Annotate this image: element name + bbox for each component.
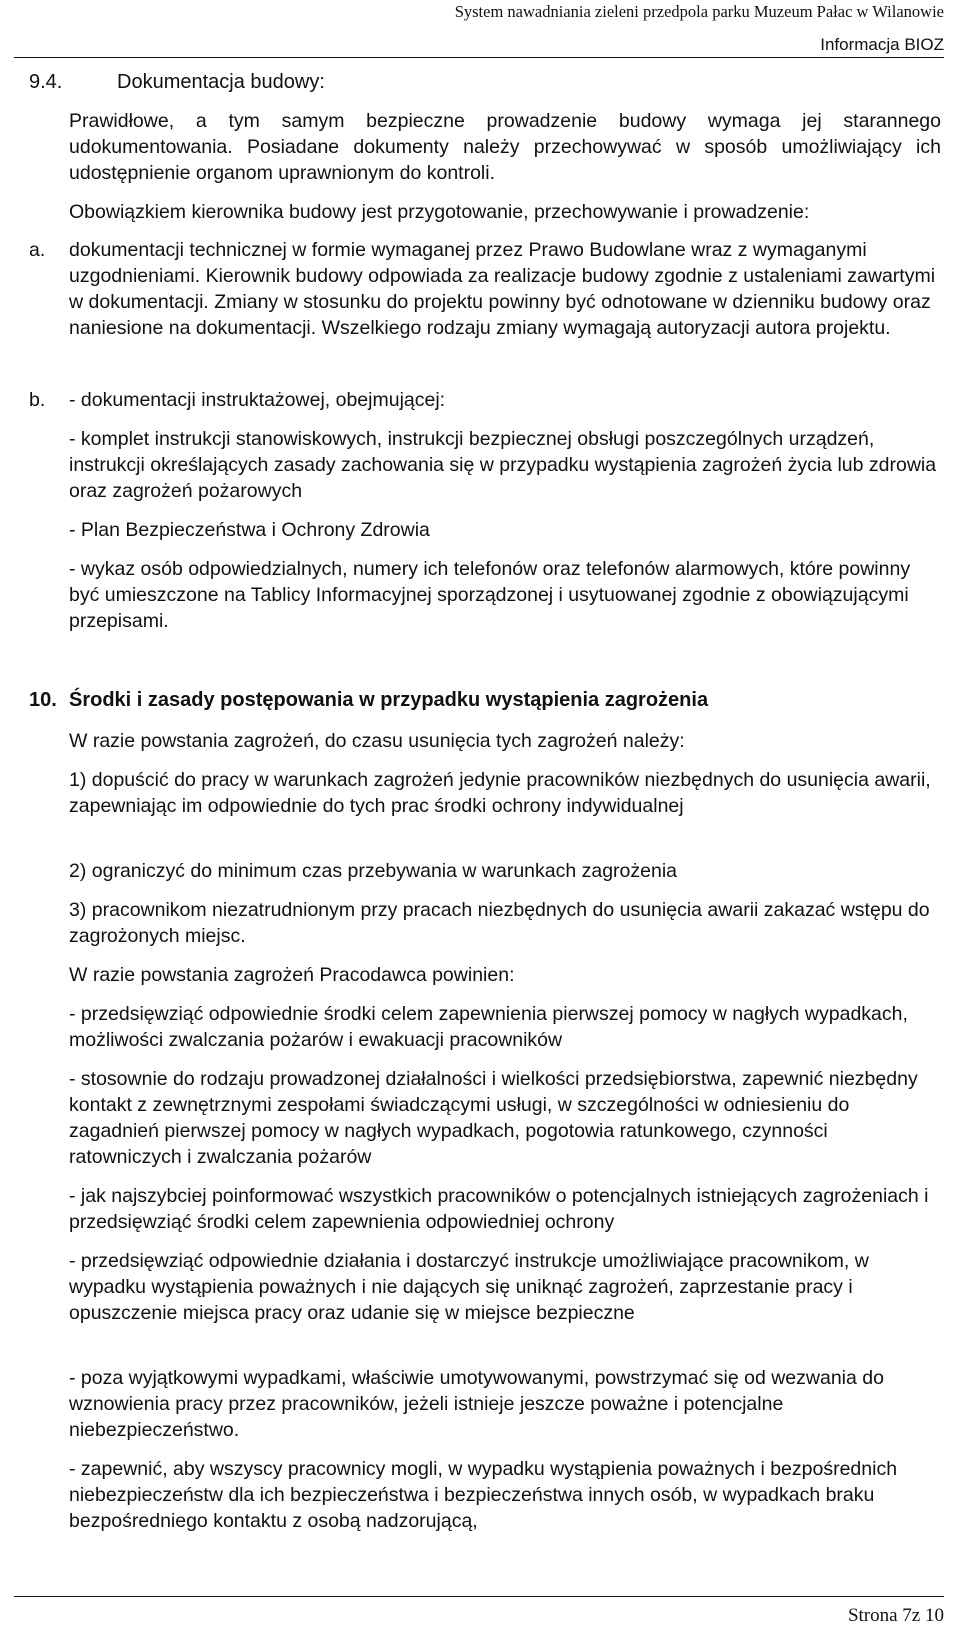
header-rule: [14, 57, 944, 58]
section-9-4-heading: [29, 71, 325, 94]
paragraph-numbered: 3) pracownikom niezatrudnionym przy pracach niezbędnych do usunięcia awarii zakazać wstępu do zagrożonych miejsc.: [69, 899, 930, 947]
section-number: 9.4.: [29, 71, 63, 93]
list-marker: b.: [29, 389, 46, 411]
page-number: Strona 7z 10: [847, 1605, 944, 1626]
paragraph-duty: Obowiązkiem kierownika budowy jest przygotowanie, przechowywanie i prowadzenie:: [69, 201, 810, 223]
list-item-a: [29, 237, 941, 341]
list-marker: a.: [29, 239, 46, 261]
list-item-text: dokumentacji technicznej w formie wymaganej przez Prawo Budowlane wraz z wymaganymi uzgodnieniami. Kierownik budowy odpowiada za realizacje budowy zgodnie z ustaleniami zawartymi w dokumentacji. Zmiany w stosunku do projektu powinny być odnotowane w dzienniku budowy oraz naniesione na dokumentacji. Wszelkiego rodzaju zmiany wymagają autoryzacji autora projektu.: [69, 239, 936, 339]
paragraph-employer-duty: - przedsięwziąć odpowiednie środki celem zapewnienia pierwszej pomocy w nagłych wypadkach, możliwości zwalczania pożarów i ewakuacji pracowników: [69, 1003, 908, 1051]
header-subtitle: Informacja BIOZ: [820, 35, 944, 54]
paragraph-employer-duty: - poza wyjątkowymi wypadkami, właściwie umotywowanymi, powstrzymać się od wezwania do wznowienia pracy przez pracowników, jeżeli istnieje jeszcze poważne i potencjalne niebezpieczeństwo.: [69, 1367, 884, 1441]
paragraph-intro: W razie powstania zagrożeń, do czasu usunięcia tych zagrożeń należy:: [69, 730, 685, 752]
paragraph-numbered: 1) dopuścić do pracy w warunkach zagrożeń jedynie pracowników niezbędnych do usunięcia awarii, zapewniając im odpowiednie do tych prac środki ochrony indywidualnej: [69, 769, 931, 817]
paragraph-b-point: - Plan Bezpieczeństwa i Ochrony Zdrowia: [69, 519, 430, 541]
paragraph-numbered: 2) ograniczyć do minimum czas przebywania w warunkach zagrożenia: [69, 860, 678, 882]
footer-rule: [14, 1596, 944, 1597]
section-title: Środki i zasady postępowania w przypadku wystąpienia zagrożenia: [69, 689, 709, 711]
paragraph-employer-duty: - zapewnić, aby wszyscy pracownicy mogli, w wypadku wystąpienia poważnych i bezpośrednich niebezpieczeństw dla ich bezpieczeństwa i bezpieczeństwa innych osób, w wypadkach braku bezpośredniego kontaktu z osobą nadzorującą,: [69, 1458, 898, 1532]
section-number: 10.: [29, 689, 57, 711]
list-item-text: - dokumentacji instruktażowej, obejmującej:: [69, 389, 446, 411]
paragraph-b-point: - komplet instrukcji stanowiskowych, instrukcji bezpiecznej obsługi poszczególnych urządzeń, instrukcji określających zasady zachowania się w przypadku wystąpienia zagrożeń życia lub zdrowia oraz zagrożeń pożarowych: [69, 428, 937, 502]
list-item-b: [29, 387, 941, 413]
section-10-heading: [29, 689, 708, 712]
section-title: Dokumentacja budowy:: [117, 71, 325, 93]
paragraph-intro: Prawidłowe, a tym samym bezpieczne prowadzenie budowy wymaga jej starannego udokumentowania. Posiadane dokumenty należy przechowywać w sposób umożliwiający ich udostępnienie organom uprawnionym do kontroli.: [69, 110, 941, 184]
paragraph-intro: W razie powstania zagrożeń Pracodawca powinien:: [69, 964, 515, 986]
paragraph-employer-duty: - jak najszybciej poinformować wszystkich pracowników o potencjalnych istniejących zagrożeniach i przedsięwziąć środki celem zapewnienia odpowiedniej ochrony: [69, 1185, 929, 1233]
header-title: System nawadniania zieleni przedpola parku Muzeum Pałac w Wilanowie: [454, 2, 944, 21]
paragraph-b-point: - wykaz osób odpowiedzialnych, numery ich telefonów oraz telefonów alarmowych, które powinny być umieszczone na Tablicy Informacyjnej sporządzonej i usytuowanej zgodnie z obowiązującymi przepisami.: [69, 558, 911, 632]
paragraph-employer-duty: - stosownie do rodzaju prowadzonej działalności i wielkości przedsiębiorstwa, zapewnić niezbędny kontakt z zewnętrznymi zespołami świadczącymi usługi, w szczególności w odniesieniu do zagadnień pierwszej pomocy w nagłych wypadkach, pogotowia ratunkowego, czynności ratowniczych i zwalczania pożarów: [69, 1068, 918, 1168]
paragraph-employer-duty: - przedsięwziąć odpowiednie działania i dostarczyć instrukcje umożliwiające pracownikom, w wypadku wystąpienia poważnych i nie dających się uniknąć zagrożeń, zaprzestanie pracy i opuszczenie miejsca pracy oraz udanie się w miejsce bezpieczne: [69, 1250, 869, 1324]
